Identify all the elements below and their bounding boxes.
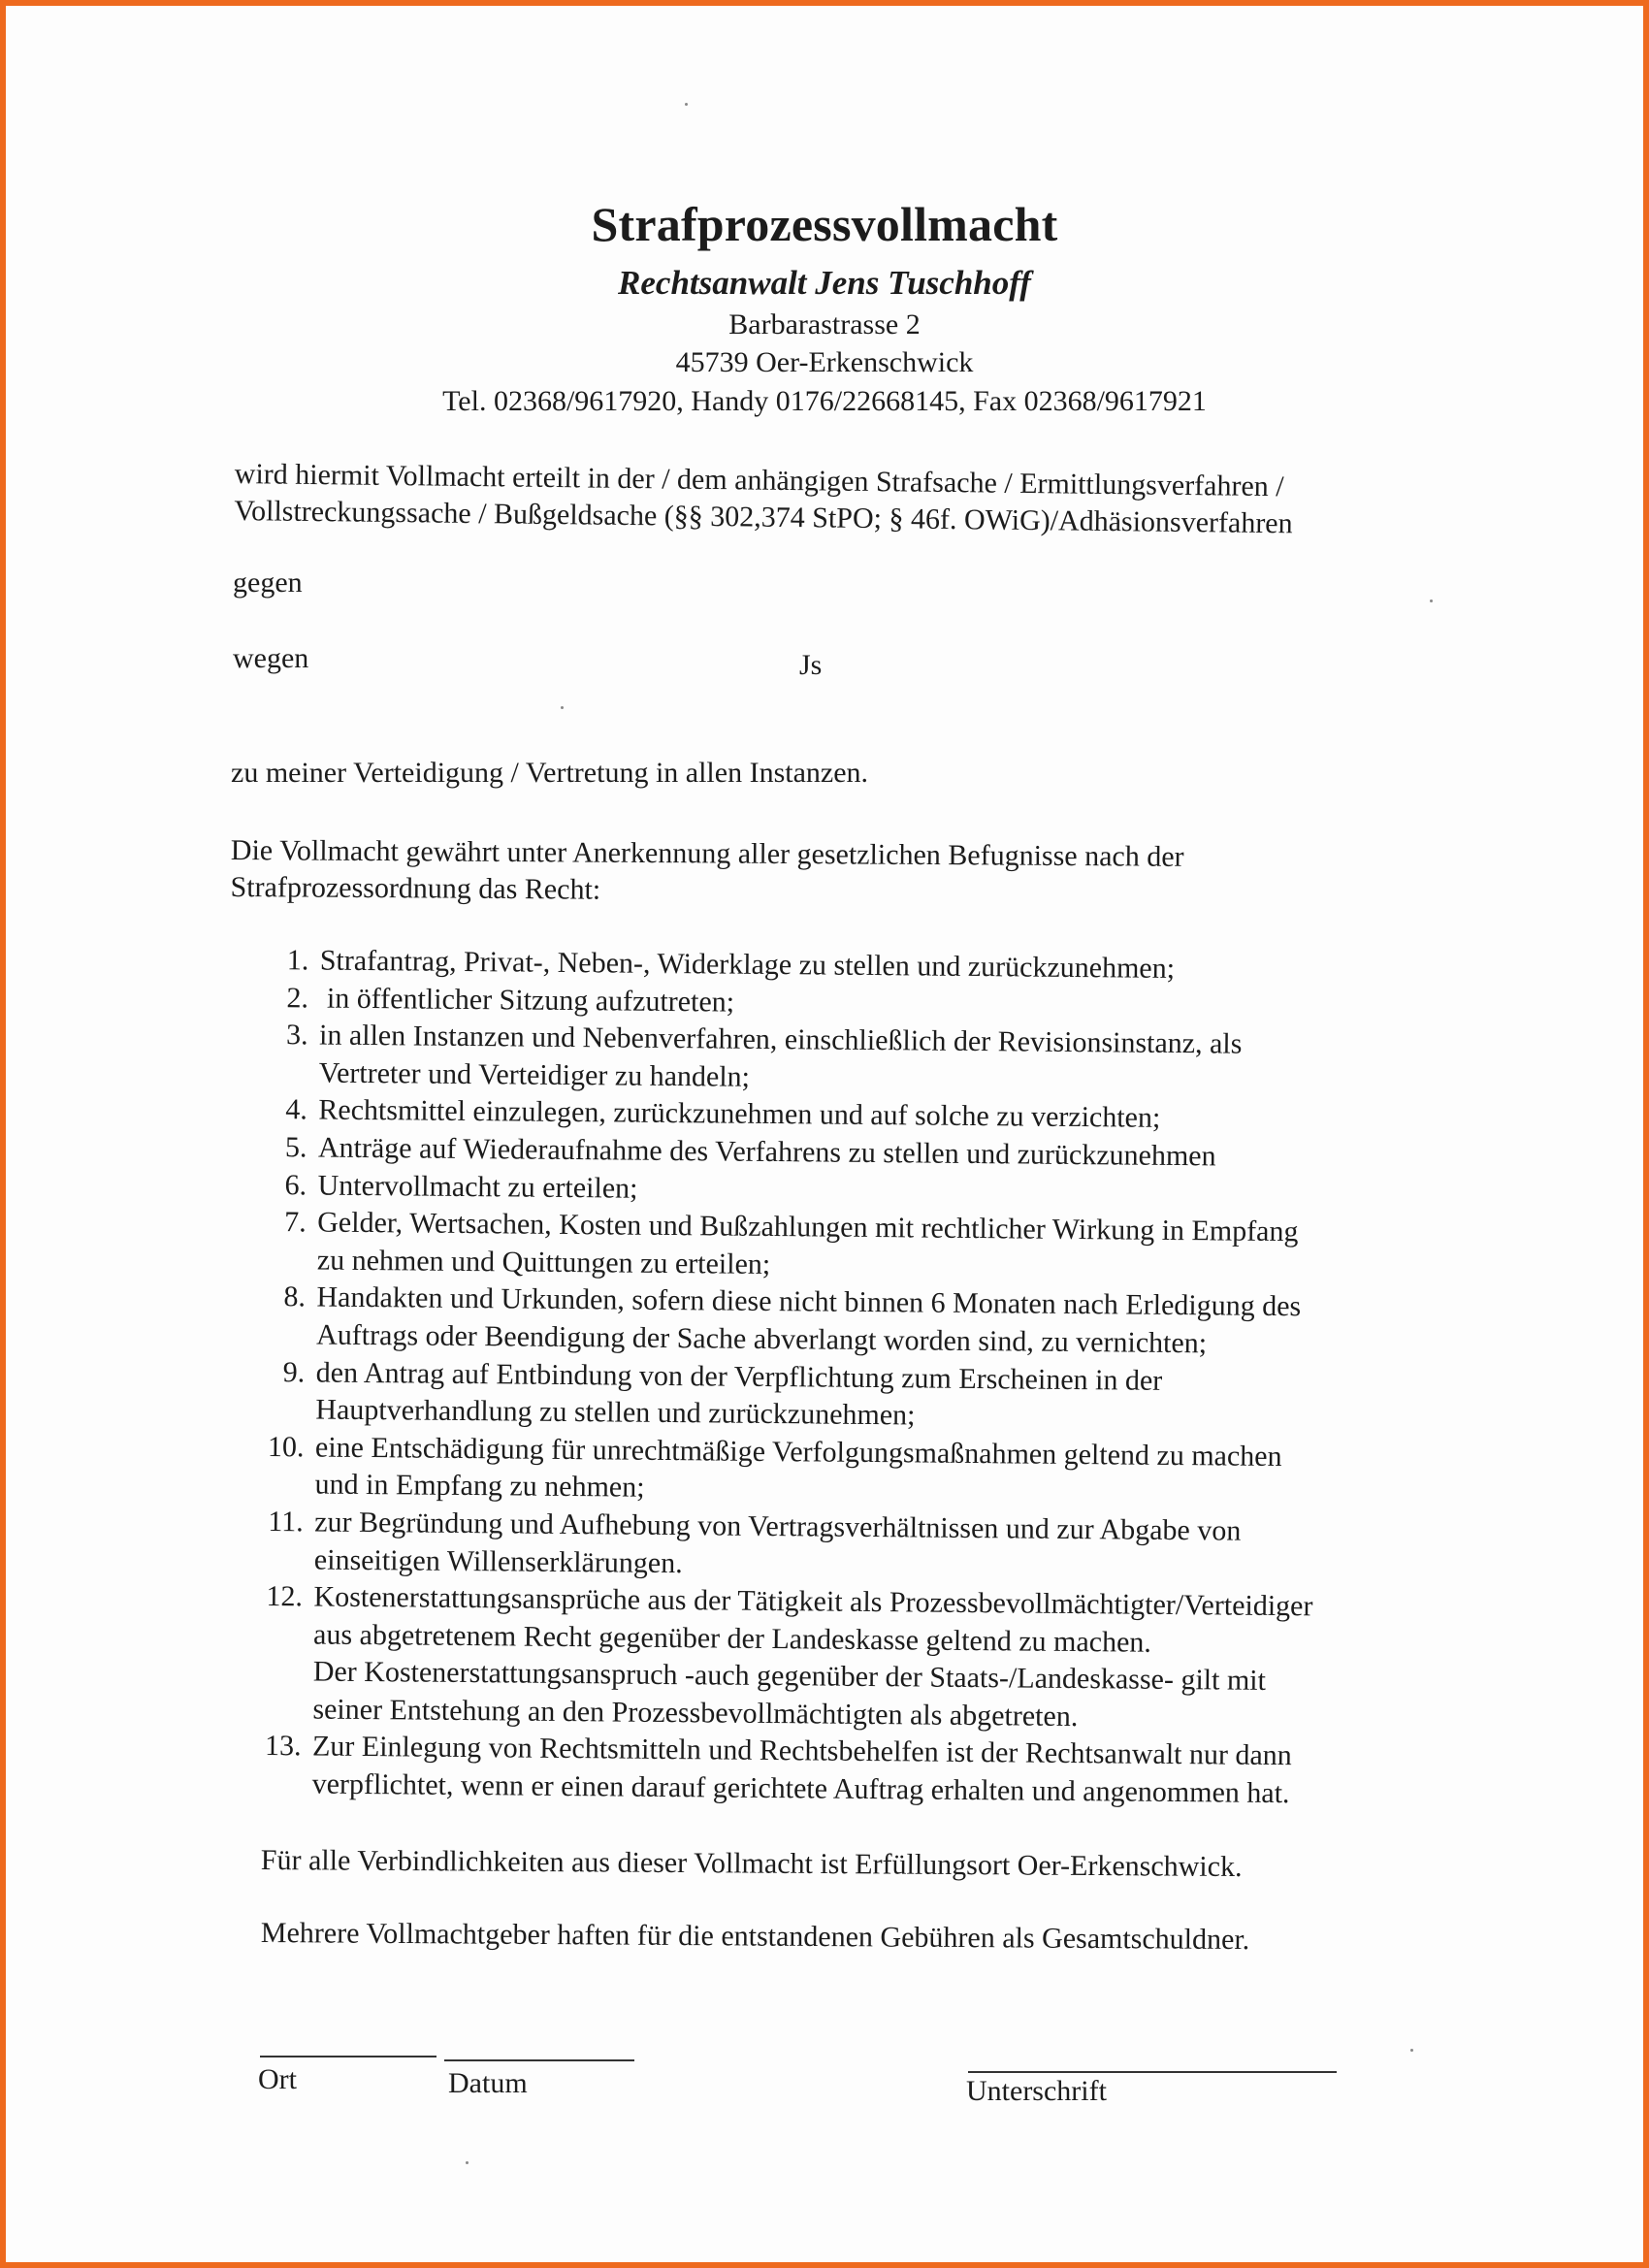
scan-speck — [561, 706, 564, 709]
rights-list-item — [308, 1579, 1493, 1740]
lawyer-name: Rechtsanwalt Jens Tuschhoff — [618, 264, 1031, 302]
rights-item-line: seiner Entstehung an den Prozessbevollmächtigten als abgetreten. — [312, 1693, 1079, 1733]
rights-item-line: Vertreter und Verteidiger zu handeln; — [318, 1056, 751, 1093]
rights-item-line: 4. Rechtsmittel einzulegen, zurückzunehmen und auf solche zu verzichten; — [318, 1093, 1161, 1135]
ort-label: Ort — [258, 2063, 297, 2095]
rights-list-item — [313, 1205, 1498, 1291]
rights-item-line: 2. in öffentlicher Sitzung aufzutreten; — [319, 982, 735, 1019]
rights-list-item — [310, 1504, 1495, 1590]
rights-item-line: einseitigen Willenserklärungen. — [313, 1542, 683, 1579]
rights-item-line: verpflichtet, wenn er einen darauf gerichtete Auftrag erhalten und angenommen hat. — [311, 1767, 1290, 1810]
rights-item-line: zu nehmen und Quittungen zu erteilen; — [316, 1244, 771, 1280]
rights-item-line: Auftrags oder Beendigung der Sache abverlangt worden sind, zu vernichten; — [315, 1318, 1208, 1360]
scan-speck — [466, 2161, 469, 2164]
intro-line: Vollstreckungssache / Bußgeldsache (§§ 302,374 StPO; § 46f. OWiG)/Adhäsionsverfahren — [234, 494, 1293, 540]
datum-signature-line — [444, 2059, 634, 2061]
ort-signature-line — [260, 2056, 436, 2057]
rights-list-item — [310, 1429, 1495, 1515]
contact-info: Tel. 02368/9617920, Handy 0176/22668145, Fax 02368/9617921 — [442, 385, 1207, 417]
scan-speck — [685, 103, 688, 106]
rights-item-line: 7. Gelder, Wertsachen, Kosten und Bußzahlungen mit rechtlicher Wirkung in Empfang — [317, 1206, 1299, 1248]
rights-item-line: und in Empfang zu nehmen; — [314, 1468, 645, 1505]
rights-item-line: aus abgetretenem Recht gegenüber der Landeskasse geltend zu machen. — [312, 1618, 1152, 1659]
rights-list-item — [307, 1729, 1492, 1815]
rights-item-line: 6. Untervollmacht zu erteilen; — [317, 1169, 638, 1205]
scan-speck — [1430, 599, 1433, 602]
vollmacht-line: Strafprozessordnung das Recht: — [230, 870, 601, 906]
rights-list-item — [311, 1354, 1496, 1441]
rights-item-line: 11. zur Begründung und Aufhebung von Vertragsverhältnissen und zur Abgabe von — [314, 1506, 1242, 1547]
unterschrift-label: Unterschrift — [966, 2075, 1107, 2107]
intro-line: wird hiermit Vollmacht erteilt in der / dem anhängigen Strafsache / Ermittlungsverfahren / — [234, 457, 1284, 503]
js-label: Js — [799, 649, 823, 681]
rights-list — [259, 942, 1499, 1815]
rights-item-line: 13. Zur Einlegung von Rechtsmitteln und Rechtsbehelfen ist der Rechtsanwalt nur dann — [311, 1730, 1292, 1772]
rights-item-line: 10. eine Entschädigung für unrechtmäßige Verfolgungsmaßnahmen geltend zu machen — [314, 1431, 1282, 1473]
gesamtschuldner-paragraph: Mehrere Vollmachtgeber haften für die entstandenen Gebühren als Gesamtschuldner. — [260, 1917, 1250, 1957]
unterschrift-signature-line — [968, 2071, 1337, 2073]
rights-item-line: 1. Strafantrag, Privat-, Neben-, Widerklage zu stellen und zurückzunehmen; — [319, 944, 1176, 985]
rights-item-line: 3. in allen Instanzen und Nebenverfahren, einschließlich der Revisionsinstanz, als — [318, 1019, 1243, 1060]
rights-item-line: Der Kostenerstattungsanspruch -auch gegenüber der Staats-/Landeskasse- gilt mit — [312, 1655, 1267, 1698]
address-city: 45739 Oer-Erkenschwick — [675, 346, 974, 378]
wegen-label: wegen — [233, 642, 309, 674]
rights-list-item — [312, 1280, 1497, 1366]
address-street: Barbarastrasse 2 — [728, 308, 921, 340]
rights-item-line: 5. Anträge auf Wiederaufnahme des Verfahrens zu stellen und zurückzunehmen — [317, 1131, 1216, 1173]
defense-paragraph: zu meiner Verteidigung / Vertretung in allen Instanzen. — [231, 757, 869, 789]
erfuellungsort-paragraph: Für alle Verbindlichkeiten aus dieser Vollmacht ist Erfüllungsort Oer-Erkenschwick. — [260, 1844, 1243, 1884]
intro-paragraph — [234, 456, 1293, 542]
rights-item-line: Hauptverhandlung zu stellen und zurückzunehmen; — [315, 1393, 916, 1432]
document-title: Strafprozessvollmacht — [591, 197, 1058, 251]
datum-label: Datum — [448, 2067, 528, 2099]
rights-item-line: 12. Kostenerstattungsansprüche aus der Tätigkeit als Prozessbevollmächtigter/Verteidiger — [313, 1580, 1313, 1623]
gegen-label: gegen — [233, 567, 303, 599]
vollmacht-line: Die Vollmacht gewährt unter Anerkennung aller gesetzlichen Befugnisse nach der — [230, 833, 1184, 873]
vollmacht-paragraph — [230, 832, 1183, 913]
scan-speck — [1410, 2049, 1413, 2052]
rights-item-line: 9. den Antrag auf Entbindung von der Verpflichtung zum Erscheinen in der — [315, 1356, 1163, 1397]
rights-item-line: 8. Handakten und Urkunden, sofern diese nicht binnen 6 Monaten nach Erledigung des — [316, 1280, 1302, 1323]
rights-list-item — [315, 1018, 1500, 1104]
